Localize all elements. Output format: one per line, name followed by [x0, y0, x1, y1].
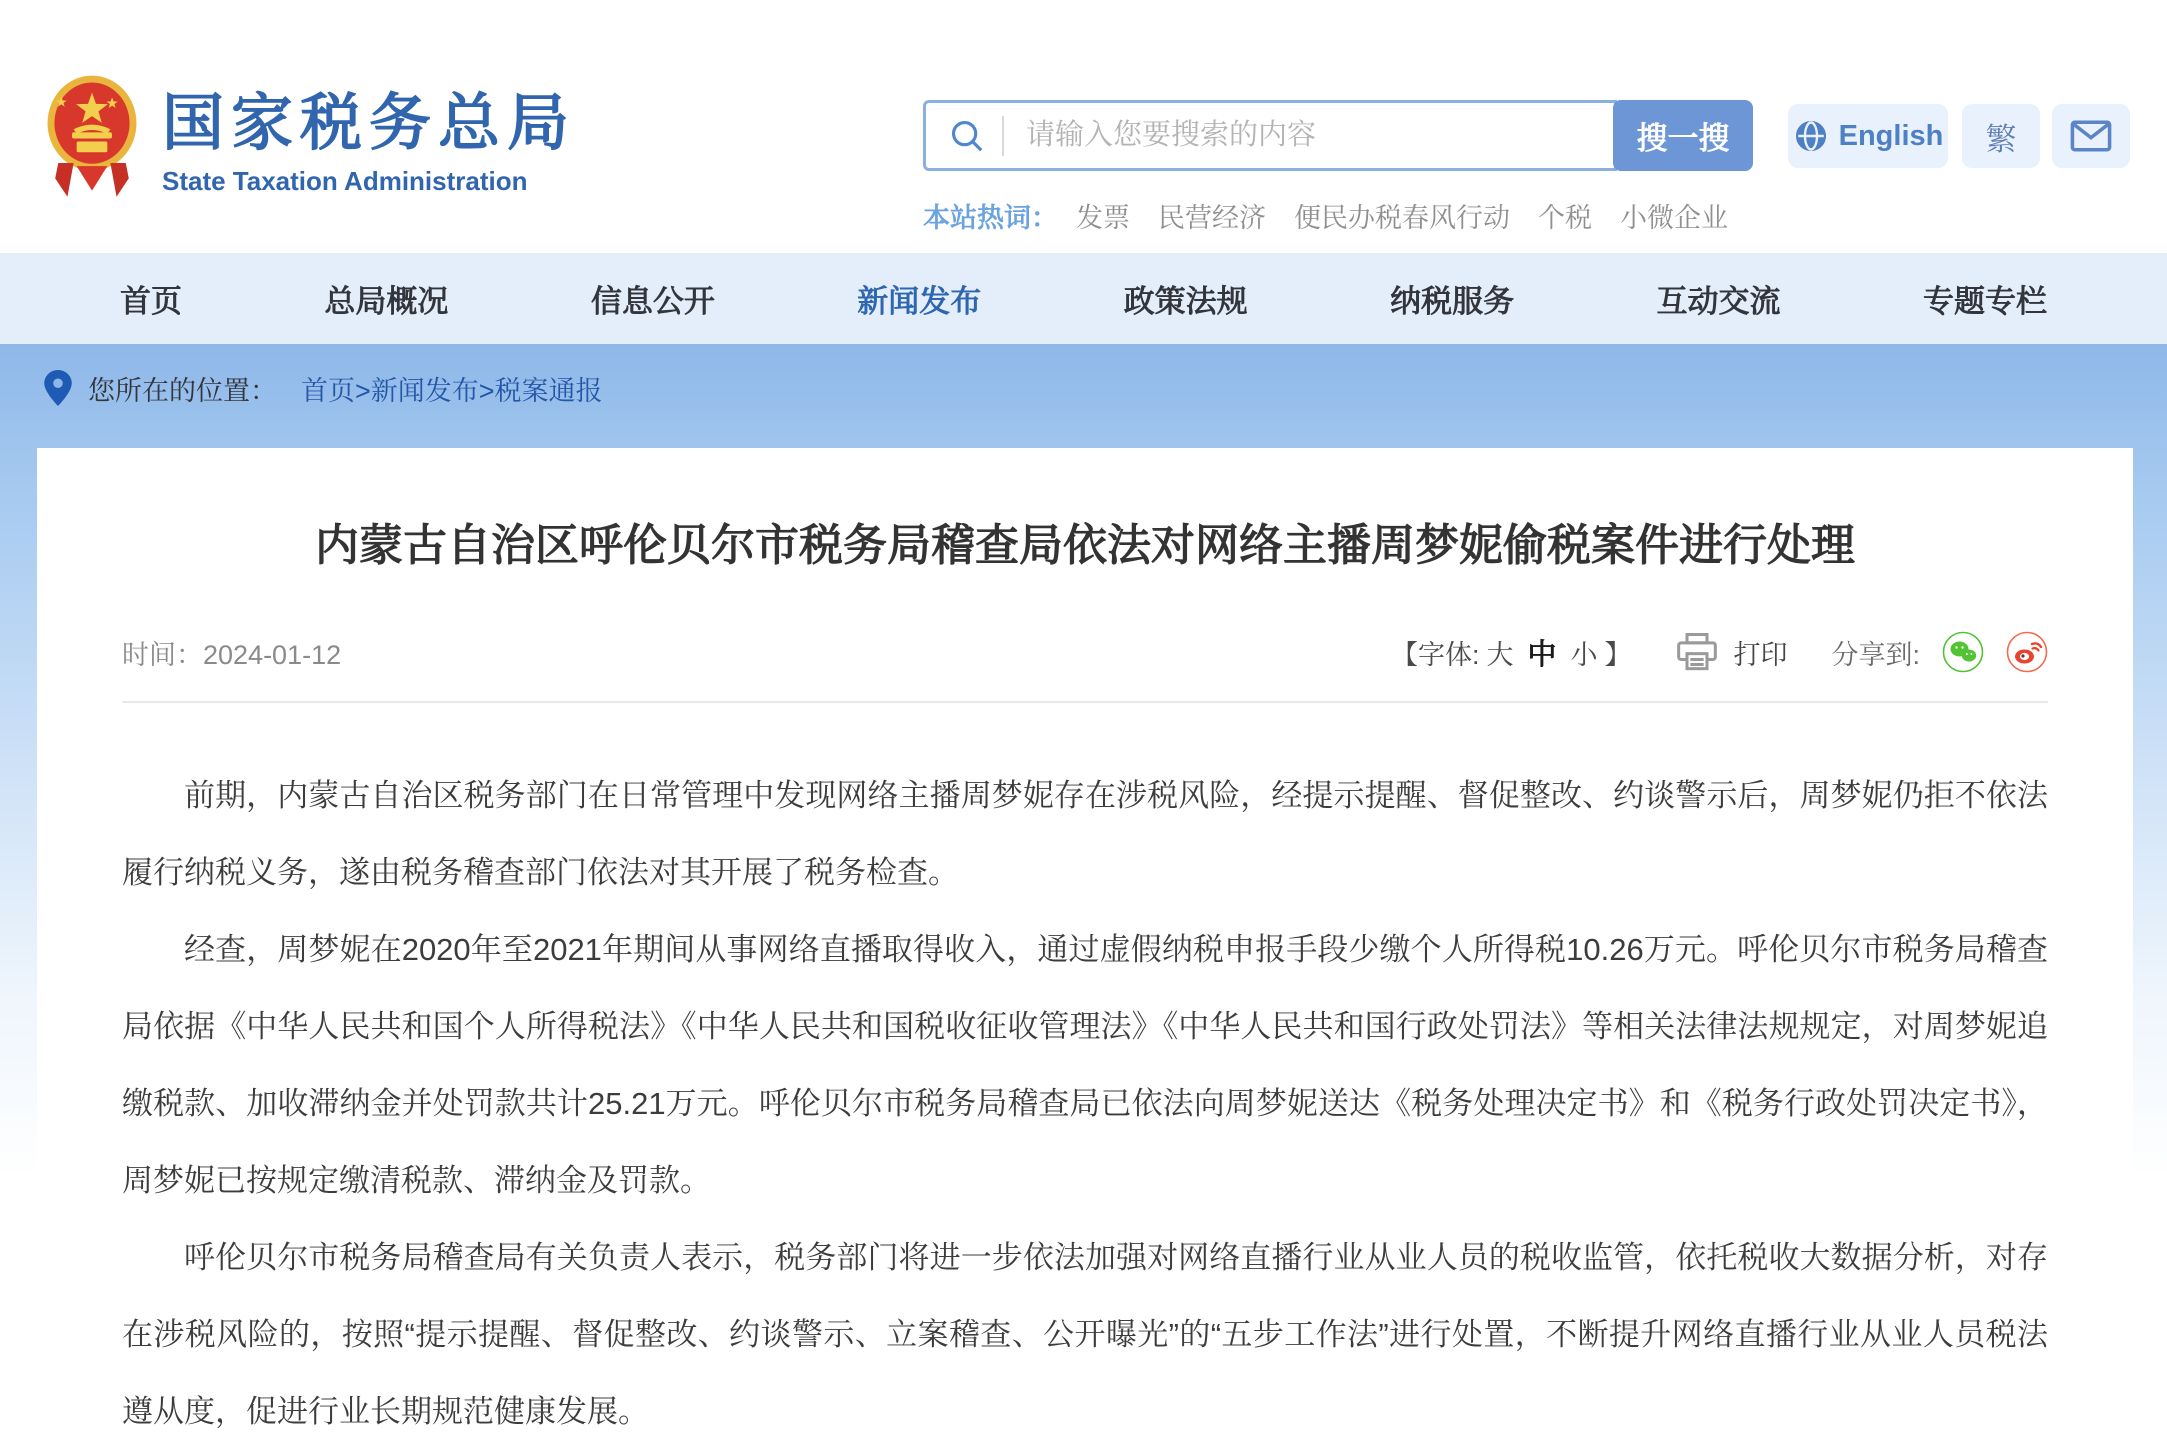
hot-word-link[interactable]: 个税 [1538, 203, 1592, 233]
search-input[interactable] [1024, 118, 1564, 153]
page-background [0, 344, 2167, 1429]
article-card [37, 448, 2133, 1429]
article-paragraph: 前期，内蒙古自治区税务部门在日常管理中发现网络主播周梦妮存在涉税风险，经提示提醒、督促整改、约谈警示后，周梦妮仍拒不依法履行纳税义务，遂由税务稽查部门依法对其开展了税务检查。 [122, 778, 2048, 890]
search-area [923, 100, 1753, 171]
nav-item-overview[interactable]: 总局概况 [324, 284, 449, 319]
share-label: 分享到: [1831, 639, 1920, 670]
national-emblem-icon [46, 74, 138, 206]
mail-icon [2070, 119, 2112, 153]
breadcrumb-label: 您所在的位置： [88, 375, 277, 406]
hot-word-link[interactable]: 民营经济 [1158, 203, 1266, 233]
font-size-large-button[interactable]: 大 [1486, 639, 1514, 670]
site-logo [46, 74, 576, 206]
breadcrumb-path[interactable]: 首页>新闻发布>税案通报 [301, 375, 603, 406]
site-title: 国家税务总局 [162, 89, 577, 158]
nav-item-info-disclosure[interactable]: 信息公开 [590, 284, 715, 319]
article-title: 内蒙古自治区呼伦贝尔市税务局稽查局依法对网络主播周梦妮偷税案件进行处理 [315, 521, 1855, 570]
english-language-button[interactable] [1788, 104, 1948, 168]
printer-icon[interactable] [1675, 632, 1719, 672]
site-header [0, 0, 2167, 253]
hot-words-bar [923, 196, 1728, 235]
nav-item-news[interactable]: 新闻发布 [857, 284, 982, 319]
nav-item-special-columns[interactable]: 专题专栏 [1922, 284, 2047, 319]
breadcrumb [0, 344, 2167, 432]
font-size-medium-button[interactable]: 中 [1527, 638, 1557, 671]
weibo-icon[interactable] [2006, 631, 2048, 673]
search-button[interactable]: 搜一搜 [1613, 100, 1753, 171]
search-box[interactable] [923, 100, 1617, 171]
logo-text [162, 74, 576, 197]
font-widget-open: 【字体: [1390, 639, 1480, 670]
traditional-label: 繁 [1985, 121, 2017, 157]
nav-item-tax-service[interactable]: 纳税服务 [1390, 284, 1515, 319]
hot-word-link[interactable]: 小微企业 [1620, 203, 1728, 233]
search-divider [1002, 116, 1004, 156]
nav-item-interaction[interactable]: 互动交流 [1656, 284, 1781, 319]
nav-item-policy[interactable]: 政策法规 [1123, 284, 1248, 319]
wechat-icon[interactable] [1942, 631, 1984, 673]
font-size-small-button[interactable]: 小 [1570, 639, 1598, 670]
print-button[interactable]: 打印 [1733, 639, 1788, 670]
traditional-chinese-button[interactable] [1962, 104, 2040, 168]
article-paragraph: 呼伦贝尔市税务局稽查局有关负责人表示，税务部门将进一步依法加强对网络直播行业从业人员的税收监管，依托税收大数据分析，对存在涉税风险的，按照“提示提醒、督促整改、约谈警示、立案稽查、公开曝光”的“五步工作法”进行处置，不断提升网络直播行业从业人员税法遵从度，促进行业长期规范健康发展。 [122, 1240, 2048, 1429]
article-body [122, 757, 2048, 1450]
article-time [122, 633, 341, 672]
article-tools [1391, 631, 2048, 673]
search-icon [948, 117, 986, 155]
article-paragraph: 经查，周梦妮在2020年至2021年期间从事网络直播取得收入，通过虚假纳税申报手段少缴个人所得税10.26万元。呼伦贝尔市税务局稽查局依据《中华人民共和国个人所得税法》《中华人民共和国税收征收管理法》《中华人民共和国行政处罚法》等相关法律法规规定，对周梦妮追缴税款、加收滞纳金并处罚款共计25.21万元。呼伦贝尔市税务局稽查局已依法向周梦妮送达《税务处理决定书》和《税务行政处罚决定书》，周梦妮已按规定缴清税款、滞纳金及罚款。 [122, 932, 2048, 1198]
location-pin-icon [44, 370, 72, 406]
site-subtitle: State Taxation Administration [162, 166, 528, 197]
hot-word-link[interactable]: 发票 [1076, 203, 1130, 233]
meta-divider [122, 701, 2048, 703]
english-label: English [1838, 119, 1944, 152]
hot-words-label: 本站热词： [923, 203, 1058, 233]
font-widget-close: 】 [1604, 639, 1632, 670]
main-nav [0, 253, 2167, 344]
time-label: 时间： [122, 639, 203, 670]
globe-icon [1793, 118, 1829, 154]
hot-word-link[interactable]: 便民办税春风行动 [1294, 203, 1510, 233]
nav-item-home[interactable]: 首页 [120, 284, 182, 319]
mail-button[interactable] [2052, 104, 2130, 168]
article-meta-row [122, 631, 2048, 673]
time-value: 2024-01-12 [203, 639, 342, 670]
font-size-widget [1391, 632, 1632, 673]
